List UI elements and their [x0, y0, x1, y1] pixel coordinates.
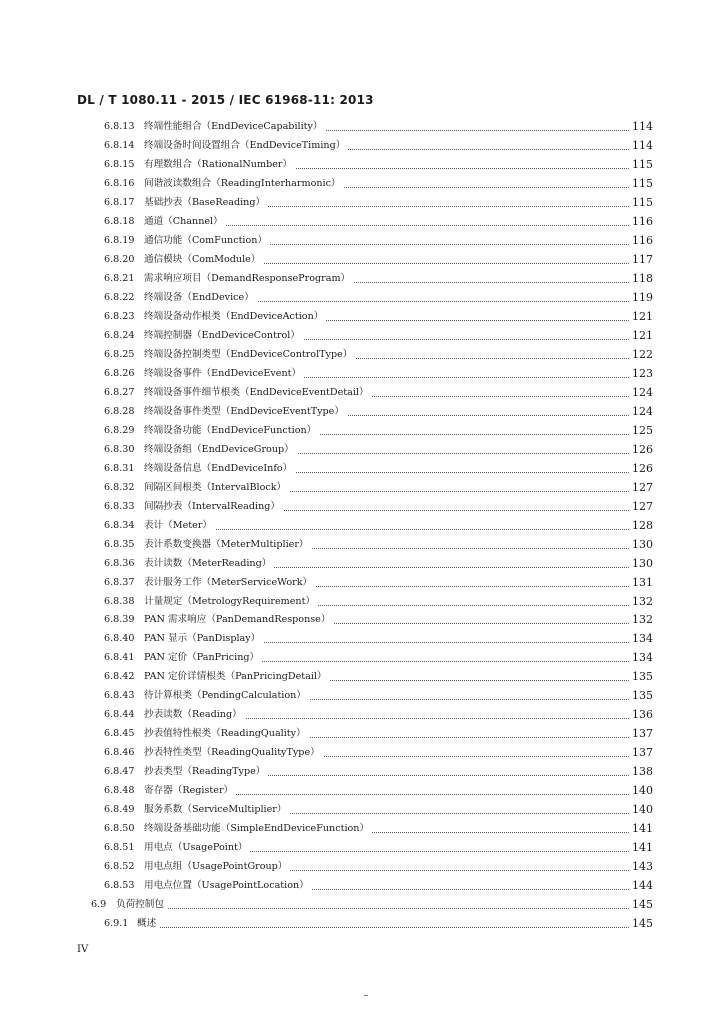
toc-entry-title: PAN 显示（PanDisplay） — [144, 630, 263, 648]
toc-entry-title: 抄表类型（ReadingType） — [144, 763, 268, 781]
toc-entry-page: 121 — [630, 308, 653, 326]
toc-entry-title: 终端设备时间设置组合（EndDeviceTiming） — [144, 137, 348, 155]
toc-entry-page: 140 — [630, 801, 653, 819]
toc-entry-number: 6.8.28 — [104, 405, 135, 417]
toc-entry — [0, 137, 725, 155]
toc-entry-page: 124 — [630, 403, 653, 421]
toc-entry-number: 6.8.25 — [104, 348, 135, 360]
toc-entry-title: 抄表值特性根类（ReadingQuality） — [144, 725, 309, 743]
toc-entry-page: 140 — [630, 782, 653, 800]
toc-entry-title: 终端设备组（EndDeviceGroup） — [144, 441, 297, 459]
toc-entry-title: 终端设备（EndDevice） — [144, 289, 257, 307]
toc-entry-page: 115 — [630, 156, 653, 174]
toc-entry — [0, 536, 725, 554]
toc-entry-number: 6.8.46 — [104, 747, 135, 759]
toc-entry-page: 116 — [630, 232, 653, 250]
toc-entry — [0, 118, 725, 136]
toc-entry-number: 6.8.49 — [104, 804, 135, 816]
toc-entry-title: 用电点组（UsagePointGroup） — [144, 858, 290, 876]
toc-entry-number: 6.8.39 — [104, 614, 135, 626]
toc-entry — [0, 839, 725, 857]
toc-entry-page: 115 — [630, 194, 653, 212]
toc-entry-page: 127 — [630, 498, 653, 516]
toc-entry-page: 135 — [630, 668, 653, 686]
toc-entry-page: 138 — [630, 763, 653, 781]
toc-entry-page: 137 — [630, 725, 653, 743]
toc-entry — [0, 687, 725, 705]
toc-entry-page: 131 — [630, 574, 653, 592]
toc-entry-title: 服务系数（ServiceMultiplier） — [144, 801, 289, 819]
toc-entry — [0, 896, 725, 914]
toc-entry-title: 终端性能组合（EndDeviceCapability） — [144, 118, 326, 136]
toc-entry-page: 134 — [630, 649, 653, 667]
page-header: DL / T 1080.11 - 2015 / IEC 61968-11: 2013 — [77, 93, 374, 107]
toc-entry-title: 间谐波读数组合（ReadingInterharmonic） — [144, 175, 344, 193]
toc-entry-number: 6.8.18 — [104, 215, 135, 227]
toc-entry-number: 6.8.15 — [104, 158, 135, 170]
toc-entry-title: 抄表特性类型（ReadingQualityType） — [144, 744, 323, 762]
toc-entry-number: 6.8.20 — [104, 253, 135, 265]
toc-entry-title: 表计服务工作（MeterServiceWork） — [144, 574, 315, 592]
toc-entry — [0, 611, 725, 629]
toc-entry-number: 6.8.34 — [104, 519, 135, 531]
toc-entry-page: 122 — [630, 346, 653, 364]
toc-entry — [0, 498, 725, 516]
toc-entry — [0, 384, 725, 402]
toc-entry-page: 121 — [630, 327, 653, 345]
toc-entry-number: 6.8.14 — [104, 139, 135, 151]
toc-entry-number: 6.8.45 — [104, 728, 135, 740]
toc-entry-title: 基础抄表（BaseReading） — [144, 194, 268, 212]
toc-entry-page: 145 — [630, 915, 653, 933]
toc-entry — [0, 763, 725, 781]
toc-entry — [0, 213, 725, 231]
toc-entry-title: 表计读数（MeterReading） — [144, 555, 274, 573]
toc-entry — [0, 251, 725, 269]
toc-entry-page: 114 — [630, 118, 653, 136]
toc-entry-number: 6.8.41 — [104, 652, 135, 664]
toc-entry-number: 6.8.53 — [104, 880, 135, 892]
toc-entry-title: 通道（Channel） — [144, 213, 226, 231]
toc-entry-title: 用电点（UsagePoint） — [144, 839, 250, 857]
toc-entry-page: 127 — [630, 479, 653, 497]
toc-entry-title: 表计系数变换器（MeterMultiplier） — [144, 536, 312, 554]
toc-entry-number: 6.8.21 — [104, 272, 135, 284]
toc-entry-page: 123 — [630, 365, 653, 383]
toc-entry-page: 114 — [630, 137, 653, 155]
toc-entry-number: 6.8.37 — [104, 576, 135, 588]
toc-entry-number: 6.8.44 — [104, 709, 135, 721]
toc-entry — [0, 649, 725, 667]
toc-entry-number: 6.8.35 — [104, 538, 135, 550]
toc-entry-number: 6.8.36 — [104, 557, 135, 569]
toc-entry — [0, 479, 725, 497]
toc-entry-number: 6.8.33 — [104, 500, 135, 512]
toc-entry-number: 6.8.13 — [104, 121, 135, 132]
toc-entry-title: 有理数组合（RationalNumber） — [144, 156, 295, 174]
toc-entry-page: 126 — [630, 441, 653, 459]
toc-entry-number: 6.8.42 — [104, 671, 135, 683]
toc-entry — [0, 156, 725, 174]
toc-entry-page: 124 — [630, 384, 653, 402]
toc-entry-number: 6.8.52 — [104, 861, 135, 873]
toc-entry-title: 终端设备事件（EndDeviceEvent） — [144, 365, 304, 383]
toc-entry-title: 需求响应项目（DemandResponseProgram） — [144, 270, 353, 288]
toc-entry — [0, 232, 725, 250]
toc-entry-page: 135 — [630, 687, 653, 705]
toc-entry-page: 143 — [630, 858, 653, 876]
toc-entry — [0, 574, 725, 592]
toc-entry-title: 寄存器（Register） — [144, 782, 236, 800]
toc-entry-title: 终端设备功能（EndDeviceFunction） — [144, 422, 319, 440]
toc-entry-page: 132 — [630, 611, 653, 629]
toc-entry — [0, 820, 725, 838]
toc-entry-title: 终端设备事件类型（EndDeviceEventType） — [144, 403, 347, 421]
toc-entry-number: 6.8.43 — [104, 690, 135, 702]
toc-leader-dots — [116, 908, 651, 909]
toc-entry-title: 终端设备基础功能（SimpleEndDeviceFunction） — [144, 820, 372, 838]
toc-entry-number: 6.8.29 — [104, 424, 135, 436]
toc-entry-title: 负荷控制包 — [116, 896, 167, 914]
toc-entry — [0, 593, 725, 611]
toc-entry — [0, 308, 725, 326]
toc-entry-number: 6.8.26 — [104, 367, 135, 379]
toc-entry-number: 6.8.32 — [104, 481, 135, 493]
toc-entry-number: 6.8.23 — [104, 310, 135, 322]
toc-entry-title: PAN 定价（PanPricing） — [144, 649, 262, 667]
toc-entry-title: 表计（Meter） — [144, 517, 215, 535]
toc-entry-title: 用电点位置（UsagePointLocation） — [144, 877, 312, 895]
toc-entry-page: 126 — [630, 460, 653, 478]
toc-entry-number: 6.9.1 — [104, 918, 129, 930]
toc-entry — [0, 744, 725, 762]
toc-entry — [0, 725, 725, 743]
toc-entry-page: 145 — [630, 896, 653, 914]
toc-entry-number: 6.8.22 — [104, 291, 135, 303]
toc-entry-page: 130 — [630, 555, 653, 573]
page-number-label: IV — [77, 944, 89, 955]
toc-entry-page: 116 — [630, 213, 653, 231]
toc-entry — [0, 801, 725, 819]
toc-entry — [0, 460, 725, 478]
toc-entry-number: 6.8.27 — [104, 386, 135, 398]
toc-leader-dots — [137, 927, 651, 928]
toc-entry-title: 通信功能（ComFunction） — [144, 232, 270, 250]
toc-entry-page: 130 — [630, 536, 653, 554]
toc-entry-title: 终端设备事件细节根类（EndDeviceEventDetail） — [144, 384, 372, 402]
toc-entry-page: 132 — [630, 593, 653, 611]
toc-entry-page: 137 — [630, 744, 653, 762]
toc-entry — [0, 877, 725, 895]
toc-entry-title: 计量规定（MetrologyRequirement） — [144, 593, 318, 611]
toc-entry-title: 通信模块（ComModule） — [144, 251, 263, 269]
toc-entry-title: 抄表读数（Reading） — [144, 706, 245, 724]
toc-entry-page: 119 — [630, 289, 653, 307]
toc-entry — [0, 327, 725, 345]
toc-entry-page: 134 — [630, 630, 653, 648]
toc-entry-page: 144 — [630, 877, 653, 895]
toc-entry — [0, 441, 725, 459]
toc-entry-title: 概述 — [137, 915, 159, 933]
toc-entry — [0, 915, 725, 933]
toc-entry-title: PAN 定价详情根类（PanPricingDetail） — [144, 668, 330, 686]
toc-entry — [0, 289, 725, 307]
toc-entry-number: 6.8.47 — [104, 766, 135, 778]
toc-entry-number: 6.8.40 — [104, 633, 135, 645]
toc-entry — [0, 365, 725, 383]
toc-entry-page: 125 — [630, 422, 653, 440]
toc-entry — [0, 668, 725, 686]
toc-entry-title: 终端设备动作根类（EndDeviceAction） — [144, 308, 326, 326]
toc-entry-page: 141 — [630, 820, 653, 838]
toc-entry-page: 141 — [630, 839, 653, 857]
toc-entry-title: 终端控制器（EndDeviceControl） — [144, 327, 303, 345]
toc-entry — [0, 630, 725, 648]
toc-entry-number: 6.8.38 — [104, 595, 135, 607]
toc-entry-number: 6.8.51 — [104, 842, 135, 854]
toc-entry-number: 6.8.19 — [104, 234, 135, 246]
toc-entry — [0, 175, 725, 193]
toc-entry — [0, 782, 725, 800]
toc-entry-page: 118 — [630, 270, 653, 288]
toc-entry-title: 终端设备控制类型（EndDeviceControlType） — [144, 346, 355, 364]
toc-entry-page: 128 — [630, 517, 653, 535]
toc-entry — [0, 706, 725, 724]
toc-entry-number: 6.8.30 — [104, 443, 135, 455]
toc-entry — [0, 858, 725, 876]
toc-entry-number: 6.8.50 — [104, 823, 135, 835]
toc-entry — [0, 517, 725, 535]
toc-entry-number: 6.8.24 — [104, 329, 135, 341]
toc-entry — [0, 422, 725, 440]
toc-entry — [0, 194, 725, 212]
toc-entry — [0, 270, 725, 288]
toc-entry-title: 待计算根类（PendingCalculation） — [144, 687, 309, 705]
toc-entry-number: 6.8.16 — [104, 177, 135, 189]
toc-entry-title: PAN 需求响应（PanDemandResponse） — [144, 611, 333, 629]
toc-leader-dots — [144, 529, 651, 530]
toc-entry-title: 间隔抄表（IntervalReading） — [144, 498, 283, 516]
toc-entry-page: 136 — [630, 706, 653, 724]
toc-entry — [0, 346, 725, 364]
toc-entry-page: 115 — [630, 175, 653, 193]
toc-entry-title: 间隔区间根类（IntervalBlock） — [144, 479, 289, 497]
toc-entry — [0, 555, 725, 573]
toc-entry-page: 117 — [630, 251, 653, 269]
toc-entry-title: 终端设备信息（EndDeviceInfo） — [144, 460, 295, 478]
scan-mark — [364, 995, 368, 996]
toc-entry-number: 6.8.48 — [104, 785, 135, 797]
toc-entry-number: 6.8.31 — [104, 462, 135, 474]
toc-entry — [0, 403, 725, 421]
toc-entry-number: 6.9 — [91, 899, 107, 911]
toc-entry-number: 6.8.17 — [104, 196, 135, 208]
